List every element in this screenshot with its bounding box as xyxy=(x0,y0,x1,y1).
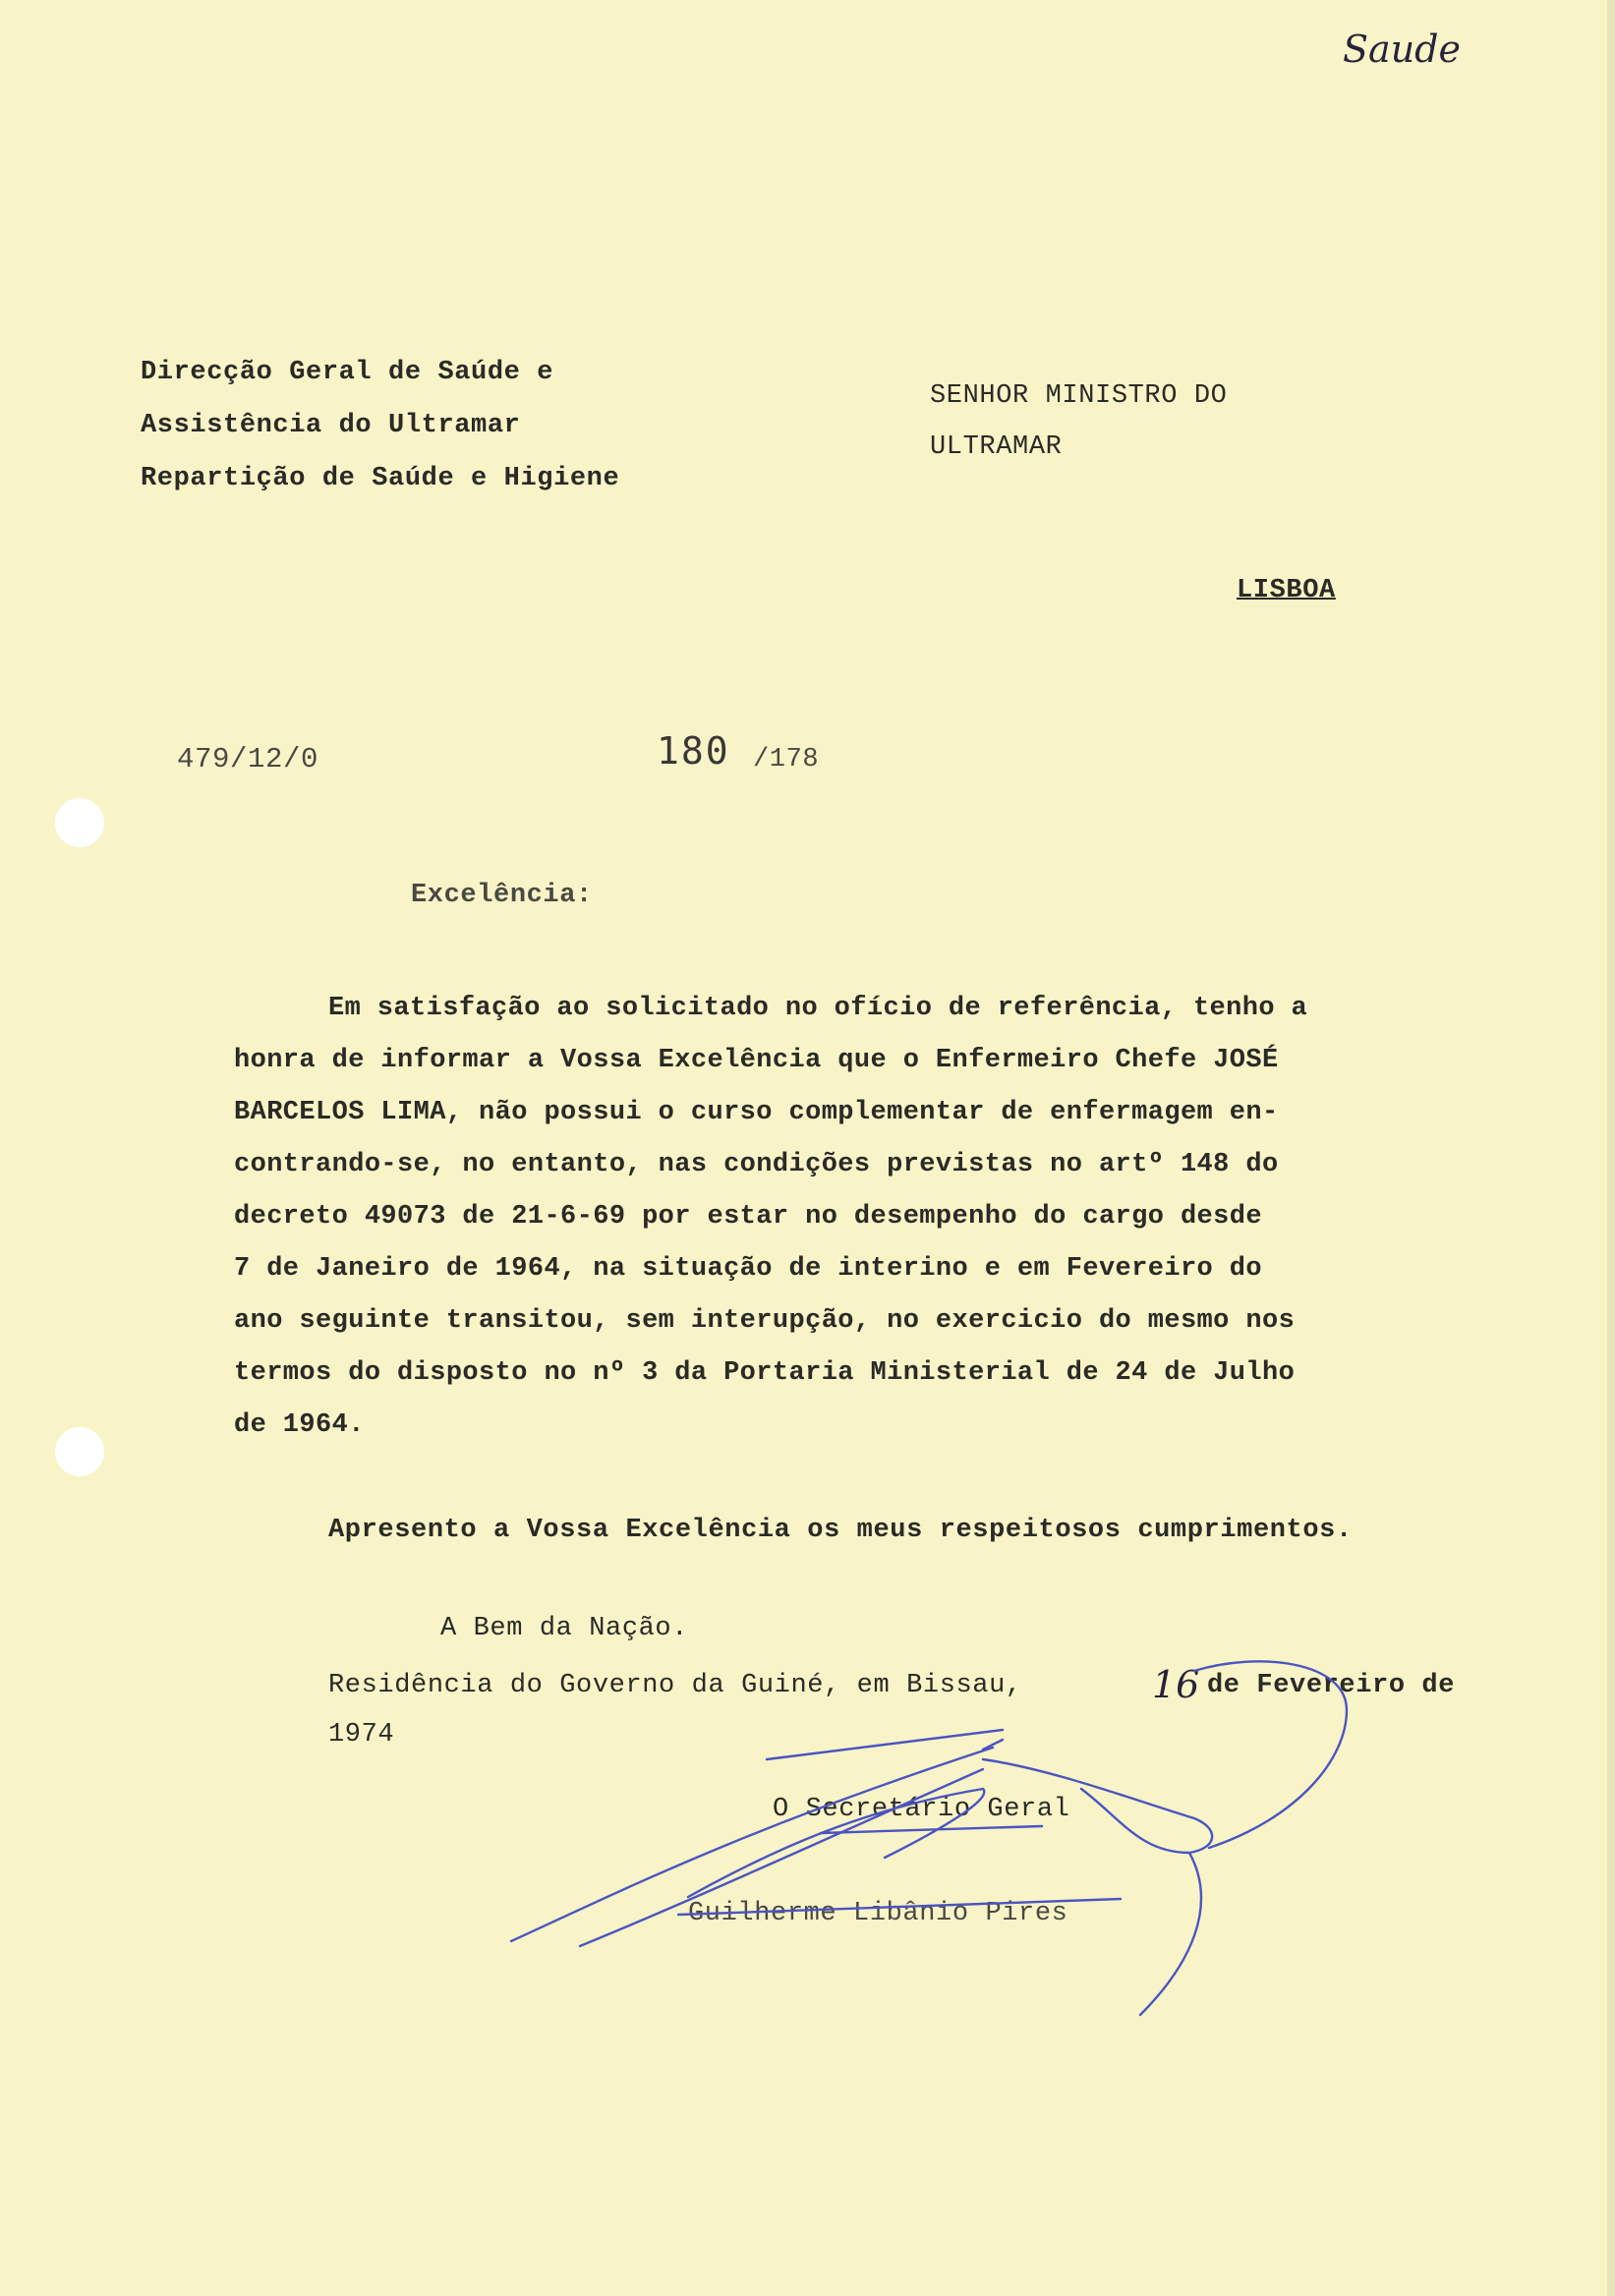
reference-code: 479/12/0 xyxy=(177,743,319,775)
sender-line-2: Assistência do Ultramar xyxy=(141,411,521,440)
place-date-suffix: de Fevereiro de xyxy=(1207,1671,1456,1700)
body-line: de 1964. xyxy=(234,1410,365,1440)
reference-suffix: /178 xyxy=(753,745,820,775)
sender-line-1: Direcção Geral de Saúde e xyxy=(141,358,554,387)
place-date-year: 1974 xyxy=(328,1720,395,1750)
signatory-name: Guilherme Libânio Pires xyxy=(688,1899,1068,1928)
body-line: 7 de Janeiro de 1964, na situação de interino e em Fevereiro do xyxy=(234,1254,1262,1284)
recipient-city: LISBOA xyxy=(1237,576,1336,605)
body-line: termos do disposto no nº 3 da Portaria Ministerial de 24 de Julho xyxy=(234,1358,1296,1388)
body-line: BARCELOS LIMA, não possui o curso complementar de enfermagem en- xyxy=(234,1098,1279,1127)
handwritten-annotation: Saude xyxy=(1343,28,1461,71)
body-line: Em satisfação ao solicitado no ofício de referência, tenho a xyxy=(328,994,1308,1023)
motto: A Bem da Nação. xyxy=(440,1614,689,1643)
salutation: Excelência: xyxy=(411,881,593,910)
body-line: ano seguinte transitou, sem interupção, no exercicio do mesmo nos xyxy=(234,1306,1296,1336)
closing-line: Apresento a Vossa Excelência os meus respeitosos cumprimentos. xyxy=(328,1516,1353,1545)
signatory-title: O Secretário Geral xyxy=(773,1795,1070,1824)
recipient-line-1: SENHOR MINISTRO DO xyxy=(930,381,1228,411)
place-date-prefix: Residência do Governo da Guiné, em Bissau, xyxy=(328,1671,1022,1700)
body-line: contrando-se, no entanto, nas condições previstas no artº 148 do xyxy=(234,1150,1279,1179)
sender-line-3: Repartição de Saúde e Higiene xyxy=(141,464,620,493)
recipient-line-2: ULTRAMAR xyxy=(930,432,1063,462)
stamped-number: 180 xyxy=(657,729,730,773)
handwritten-day: 16 xyxy=(1152,1663,1200,1706)
body-line: decreto 49073 de 21-6-69 por estar no desempenho do cargo desde xyxy=(234,1202,1262,1232)
body-line: honra de informar a Vossa Excelência que o Enfermeiro Chefe JOSÉ xyxy=(234,1046,1279,1075)
